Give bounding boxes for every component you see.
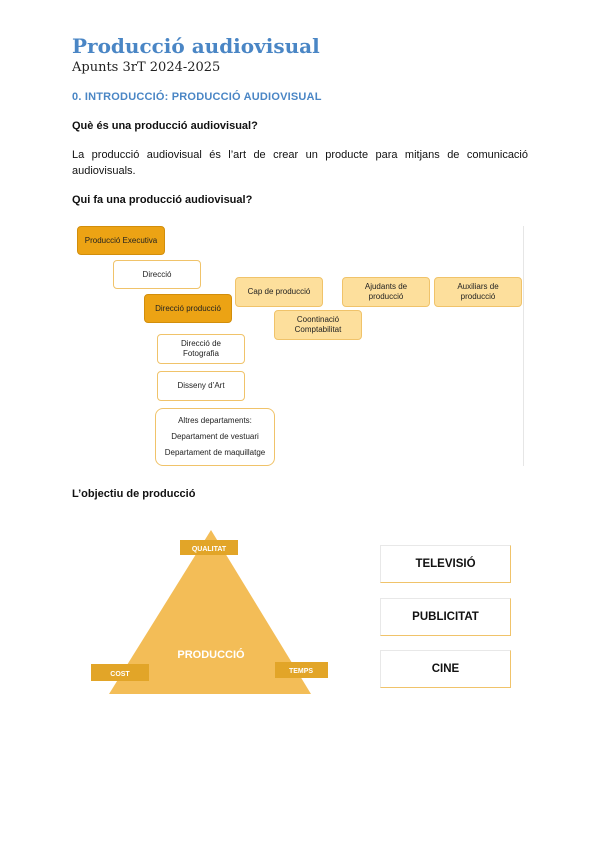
- media-label: PUBLICITAT: [412, 611, 479, 623]
- box-direction: [113, 260, 201, 289]
- box-label-line1: Auxiliars de: [457, 282, 499, 291]
- box-label-line1: Direcció de: [180, 339, 221, 348]
- box-photography-direction: [157, 334, 245, 364]
- question-who-does: Qui fa una producció audiovisual?: [72, 194, 253, 206]
- box-executive-production: [77, 226, 165, 255]
- wardrobe-department: Departament de vestuari: [171, 432, 259, 441]
- box-label: Producció Executiva: [84, 235, 158, 245]
- label-time: TEMPS: [288, 668, 314, 675]
- section-heading: 0. INTRODUCCIÓ: PRODUCCIÓ AUDIOVISUAL: [72, 91, 322, 103]
- question-objective: L’objectiu de producció: [72, 488, 196, 500]
- definition-paragraph: La producció audiovisual és l’art de crear un producte para mitjans de comunicació audiovisuals.: [72, 149, 528, 177]
- other-departments-title: Altres departaments:: [178, 416, 252, 425]
- box-label-line2: Comptabilitat: [294, 325, 342, 334]
- box-label-line2: producció: [368, 292, 404, 301]
- box-label-line2: producció: [460, 292, 496, 301]
- box-art-design: [157, 371, 245, 401]
- label-cost: COST: [110, 671, 130, 678]
- document-title: Producció audiovisual: [72, 34, 320, 58]
- box-production-direction: [144, 294, 232, 323]
- box-continuity-accounting: [274, 310, 362, 340]
- label-quality: QUALITAT: [191, 546, 227, 553]
- box-label: Direcció: [142, 269, 172, 279]
- media-label: CINE: [431, 663, 460, 675]
- box-label-line2: Fotografia: [182, 349, 219, 358]
- triangle-center-label: PRODUCCIÓ: [177, 649, 245, 661]
- box-label-line1: Ajudants de: [364, 282, 408, 291]
- box-label: Disseny d’Art: [177, 381, 225, 390]
- makeup-department: Departament de maquillatge: [164, 448, 266, 457]
- box-label: Cap de producció: [247, 287, 311, 296]
- box-production-auxiliaries: [434, 277, 522, 307]
- media-box-cinema: [380, 650, 511, 688]
- box-other-departments: [155, 408, 275, 466]
- production-triangle-diagram: [90, 528, 332, 696]
- media-box-advertising: [380, 598, 511, 636]
- box-label: Direcció producció: [155, 303, 221, 313]
- box-production-assistants: [342, 277, 430, 307]
- box-label-line1: Coontinació: [296, 315, 340, 324]
- media-box-television: [380, 545, 511, 583]
- media-label: TELEVISIÓ: [415, 558, 476, 570]
- chart-divider: [523, 226, 524, 466]
- document-subtitle: Apunts 3rT 2024-2025: [72, 60, 221, 75]
- question-what-is: Què és una producció audiovisual?: [72, 120, 258, 132]
- box-production-head: [235, 277, 323, 307]
- org-chart: [72, 222, 526, 470]
